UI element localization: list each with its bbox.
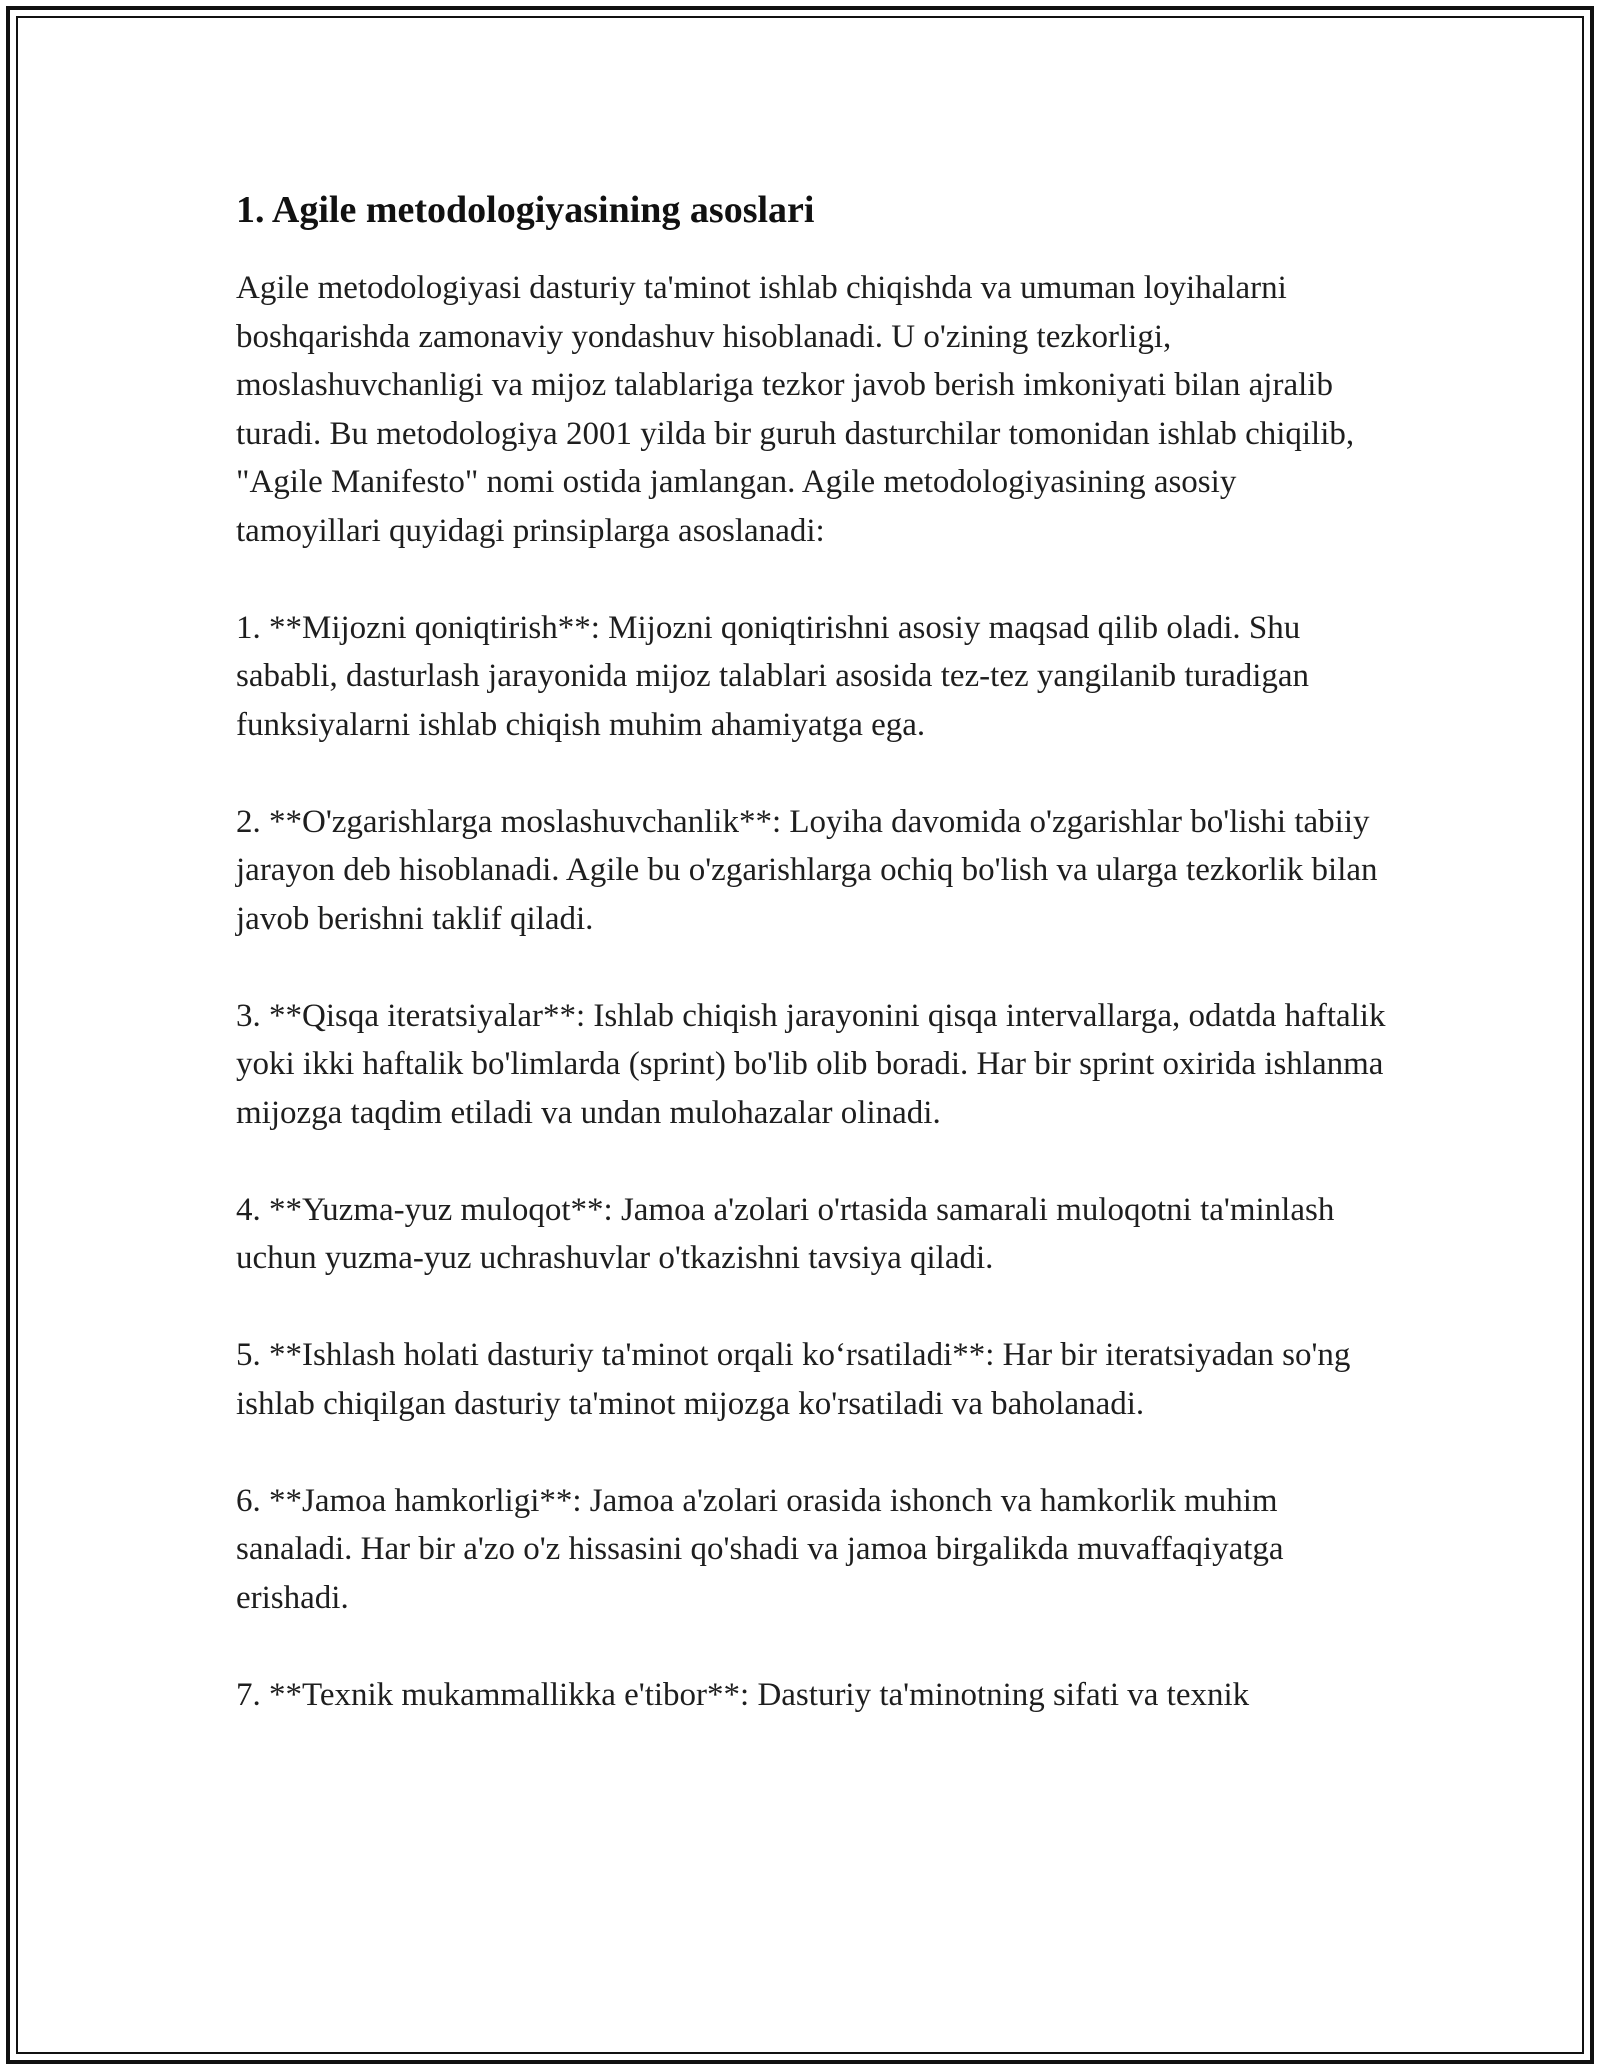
intro-paragraph: Agile metodologiyasi dasturiy ta'minot ishlab chiqishda va umuman loyihalarni boshqarishda zamonaviy yondashuv hisoblanadi. U o'zining tezkorligi, moslashuvchanligi va mijoz talablariga tezkor javob berish imkoniyati bilan ajralib turadi. Bu metodologiya 2001 yilda bir guruh dasturchilar tomonidan ishlab chiqilib, "Agile Manifesto" nomi ostida jamlangan. Agile metodologiyasining asosiy tamoyillari quyidagi prinsiplarga asoslanadi: <box>236 270 1355 549</box>
document-body <box>236 186 1386 1768</box>
principle-1-paragraph: 1. **Mijozni qoniqtirish**: Mijozni qoniqtirishni asosiy maqsad qilib oladi. Shu sababli, dasturlash jarayonida mijoz talablari asosida tez-tez yangilanib turadigan funksiyalarni ishlab chiqish muhim ahamiyatga ega. <box>236 609 1310 743</box>
principle-7-paragraph: 7. **Texnik mukammallikka e'tibor**: Dasturiy ta'minotning sifati va texnik <box>236 1676 1250 1713</box>
principle-6-paragraph: 6. **Jamoa hamkorligi**: Jamoa a'zolari orasida ishonch va hamkorlik muhim sanaladi. Har bir a'zo o'z hissasini qo'shadi va jamoa birgalikda muvaffaqiyatga erishadi. <box>236 1482 1284 1616</box>
section-heading: 1. Agile metodologiyasining asoslari <box>236 189 815 231</box>
principle-5-paragraph: 5. **Ishlash holati dasturiy ta'minot orqali ko‘rsatiladi**: Har bir iteratsiyadan so'ng ishlab chiqilgan dasturiy ta'minot mijozga ko'rsatiladi va baholanadi. <box>236 1337 1351 1422</box>
principle-3-paragraph: 3. **Qisqa iteratsiyalar**: Ishlab chiqish jarayonini qisqa intervallarga, odatda haftalik yoki ikki haftalik bo'limlarda (sprint) bo'lib olib boradi. Har bir sprint oxirida ishlanma mijozga taqdim etiladi va undan mulohazalar olinadi. <box>236 997 1386 1131</box>
principle-2-paragraph: 2. **O'zgarishlarga moslashuvchanlik**: Loyiha davomida o'zgarishlar bo'lishi tabiiy jarayon deb hisoblanadi. Agile bu o'zgarishlarga ochiq bo'lish va ularga tezkorlik bilan javob berishni taklif qiladi. <box>236 803 1378 937</box>
principle-4-paragraph: 4. **Yuzma-yuz muloqot**: Jamoa a'zolari o'rtasida samarali muloqotni ta'minlash uchun yuzma-yuz uchrashuvlar o'tkazishni tavsiya qiladi. <box>236 1191 1335 1276</box>
